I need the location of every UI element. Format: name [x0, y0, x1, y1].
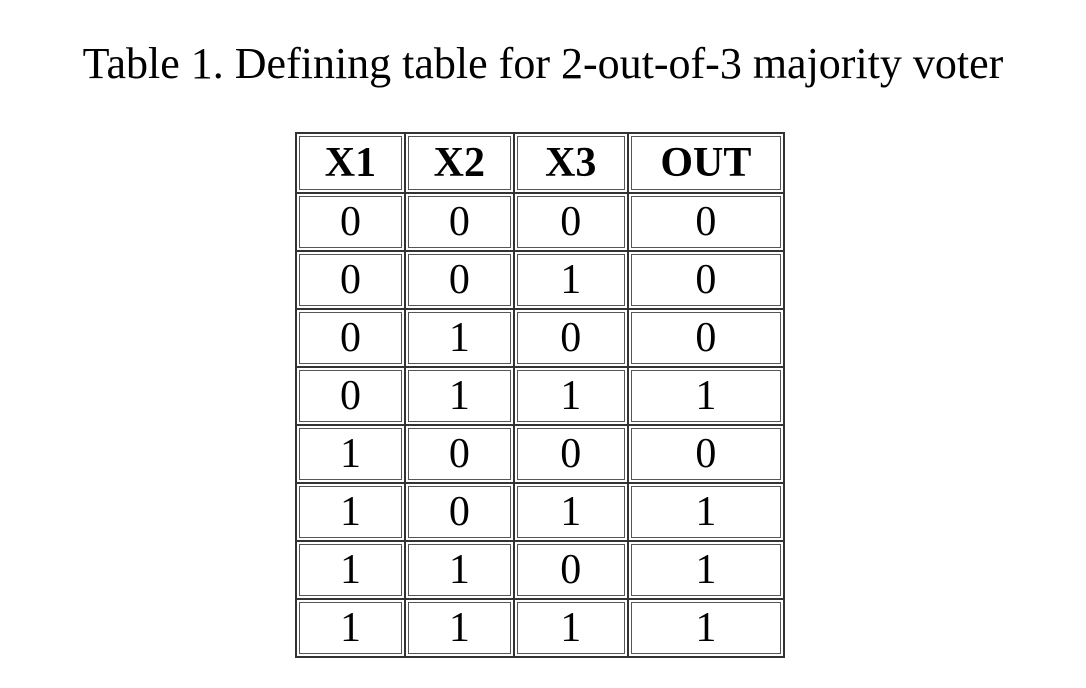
cell-x1: 1 — [296, 425, 405, 483]
cell-x3: 1 — [514, 367, 628, 425]
cell-x1: 1 — [296, 541, 405, 599]
table-header-row — [296, 133, 784, 193]
table-row — [296, 309, 784, 367]
cell-x1: 0 — [296, 367, 405, 425]
cell-x2: 1 — [405, 541, 514, 599]
header-out: OUT — [628, 133, 784, 193]
table-row — [296, 193, 784, 251]
majority-voter-truth-table — [295, 132, 785, 658]
cell-x1: 0 — [296, 309, 405, 367]
cell-x2: 0 — [405, 251, 514, 309]
cell-x1: 1 — [296, 483, 405, 541]
cell-x2: 0 — [405, 483, 514, 541]
cell-out: 0 — [628, 309, 784, 367]
cell-x2: 1 — [405, 309, 514, 367]
cell-x3: 0 — [514, 193, 628, 251]
cell-out: 0 — [628, 193, 784, 251]
cell-x1: 0 — [296, 193, 405, 251]
cell-out: 1 — [628, 367, 784, 425]
cell-x2: 0 — [405, 193, 514, 251]
cell-out: 0 — [628, 425, 784, 483]
cell-out: 1 — [628, 483, 784, 541]
header-x1: X1 — [296, 133, 405, 193]
cell-x3: 0 — [514, 425, 628, 483]
header-x3: X3 — [514, 133, 628, 193]
cell-out: 0 — [628, 251, 784, 309]
table-row — [296, 541, 784, 599]
cell-x2: 1 — [405, 367, 514, 425]
table-row — [296, 483, 784, 541]
table-row — [296, 367, 784, 425]
cell-x2: 1 — [405, 599, 514, 657]
cell-x3: 0 — [514, 541, 628, 599]
table-row — [296, 599, 784, 657]
cell-out: 1 — [628, 541, 784, 599]
table-row — [296, 425, 784, 483]
cell-x3: 1 — [514, 251, 628, 309]
cell-x3: 1 — [514, 599, 628, 657]
cell-x3: 1 — [514, 483, 628, 541]
cell-out: 1 — [628, 599, 784, 657]
cell-x3: 0 — [514, 309, 628, 367]
cell-x2: 0 — [405, 425, 514, 483]
table-row — [296, 251, 784, 309]
cell-x1: 0 — [296, 251, 405, 309]
table-caption: Table 1. Defining table for 2-out-of-3 majority voter — [82, 39, 1004, 88]
header-x2: X2 — [405, 133, 514, 193]
cell-x1: 1 — [296, 599, 405, 657]
